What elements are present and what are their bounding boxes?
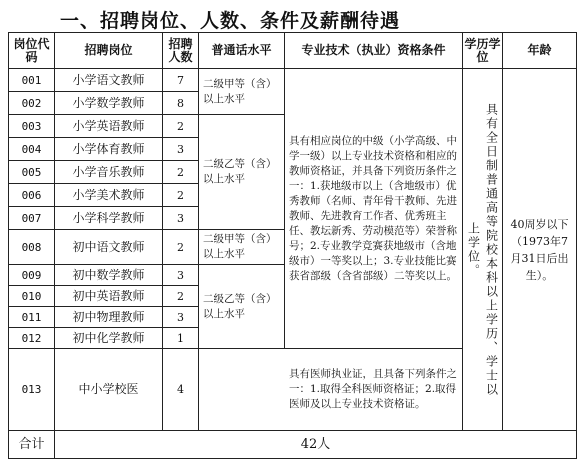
mandarin-requirement: 二级乙等（含）以上水平 — [199, 265, 285, 349]
row-count: 2 — [163, 286, 199, 307]
row-position: 初中化学教师 — [55, 328, 163, 349]
row-position: 初中物理教师 — [55, 307, 163, 328]
row-code: 001 — [9, 69, 55, 92]
row-code: 004 — [9, 138, 55, 161]
mandarin-requirement: 二级甲等（含）以上水平 — [199, 230, 285, 265]
row-position: 小学体育教师 — [55, 138, 163, 161]
row-count: 8 — [163, 92, 199, 115]
row-code: 012 — [9, 328, 55, 349]
row-code: 003 — [9, 115, 55, 138]
row-code: 011 — [9, 307, 55, 328]
row-code: 006 — [9, 184, 55, 207]
row-count: 2 — [163, 161, 199, 184]
header-count: 招聘人数 — [163, 33, 199, 69]
row-code: 007 — [9, 207, 55, 230]
header-qualification: 专业技术（执业）资格条件 — [285, 33, 463, 69]
education-requirement — [463, 69, 503, 431]
total-row — [9, 431, 577, 459]
total-value: 42人 — [55, 431, 577, 459]
row-count: 7 — [163, 69, 199, 92]
row-count: 2 — [163, 230, 199, 265]
row-position: 初中语文教师 — [55, 230, 163, 265]
mandarin-requirement: 二级乙等（含）以上水平 — [199, 115, 285, 230]
row-count: 2 — [163, 184, 199, 207]
age-requirement: 40周岁以下（1973年7月31日后出生）。 — [503, 69, 577, 431]
table-row — [9, 69, 577, 92]
row-code: 009 — [9, 265, 55, 286]
row-position: 小学语文教师 — [55, 69, 163, 92]
header-position: 招聘岗位 — [55, 33, 163, 69]
doctor-qualification: 具有医师执业证，且具备下列条件之一：1.取得全科医师资格证；2.取得医师及以上专业技术资格证。 — [199, 349, 463, 431]
header-code: 岗位代码 — [9, 33, 55, 69]
row-count: 3 — [163, 307, 199, 328]
row-position: 小学美术教师 — [55, 184, 163, 207]
header-age: 年龄 — [503, 33, 577, 69]
row-position: 初中数学教师 — [55, 265, 163, 286]
row-count: 3 — [163, 207, 199, 230]
row-code: 002 — [9, 92, 55, 115]
teacher-qualification: 具有相应岗位的中级（小学高级、中学一级）以上专业技术资格和相应的教师资格证，并具备下列资历条件之一：1.获地级市以上（含地级市）优秀教师（名师、青年骨干教师、先进教师、先进教育工作者、优秀班主任、教坛新秀、劳动模范等）荣誉称号；2.专业教学竞赛获地级市（含地级市）一等奖以上；3.专业技能比赛获省部级（含省部级）二等奖以上。 — [285, 69, 463, 349]
education-text: 具有全日制普通高等院校本科以上学历、学士以上学位。 — [466, 102, 499, 397]
row-position: 小学科学教师 — [55, 207, 163, 230]
table-header-row — [9, 33, 577, 69]
mandarin-requirement: 二级甲等（含）以上水平 — [199, 69, 285, 115]
row-position: 小学数学教师 — [55, 92, 163, 115]
recruitment-table — [8, 32, 577, 459]
header-mandarin: 普通话水平 — [199, 33, 285, 69]
row-count: 4 — [163, 349, 199, 431]
header-education: 学历学位 — [463, 33, 503, 69]
row-position: 小学音乐教师 — [55, 161, 163, 184]
row-count: 1 — [163, 328, 199, 349]
row-position: 初中英语教师 — [55, 286, 163, 307]
total-label: 合计 — [9, 431, 55, 459]
row-code: 008 — [9, 230, 55, 265]
row-count: 3 — [163, 265, 199, 286]
row-count: 2 — [163, 115, 199, 138]
page-title: 一、招聘岗位、人数、条件及薪酬待遇 — [60, 10, 401, 32]
row-code: 005 — [9, 161, 55, 184]
row-code: 013 — [9, 349, 55, 431]
row-code: 010 — [9, 286, 55, 307]
row-position: 小学英语教师 — [55, 115, 163, 138]
row-position: 中小学校医 — [55, 349, 163, 431]
row-count: 3 — [163, 138, 199, 161]
